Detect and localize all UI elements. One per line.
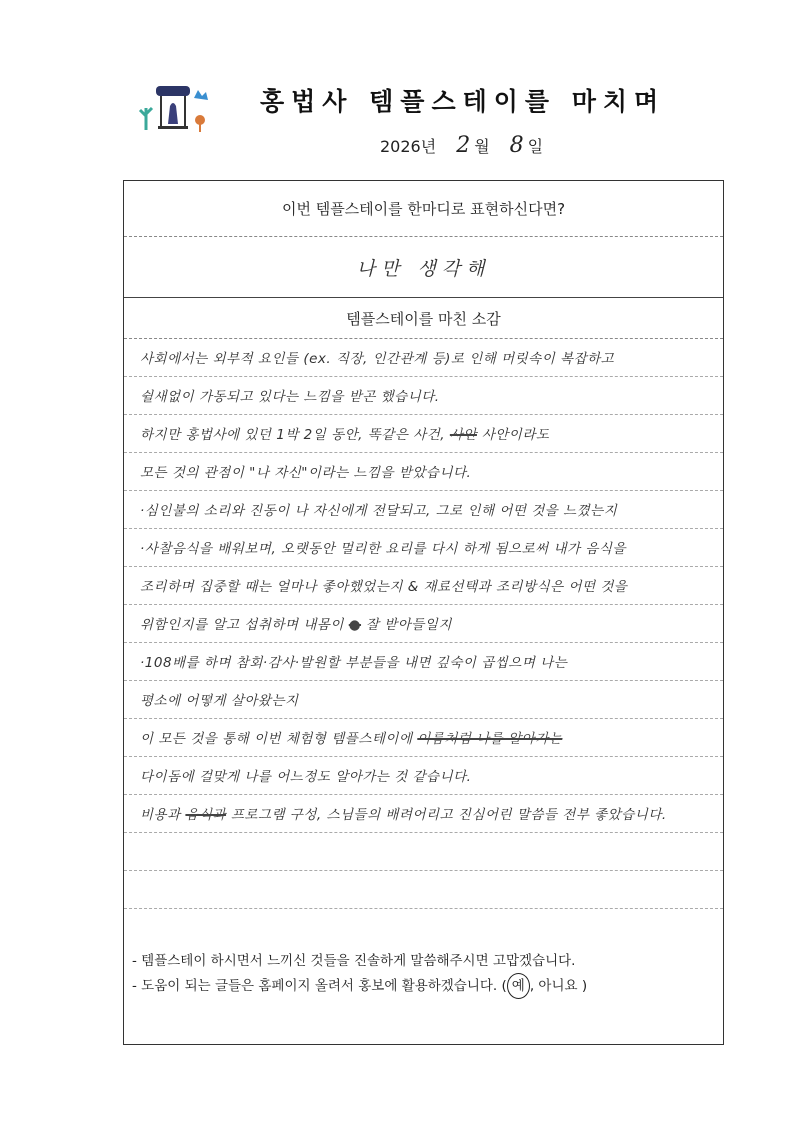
struck-text: ● [348,617,362,633]
handwritten-line [124,871,723,909]
struck-text: 이름처럼 나를 알아가는 [417,731,563,747]
line-text-continued: 잘 받아들일지 [361,617,452,633]
line-text: 하지만 홍법사에 있던 1박 2일 동안, 똑같은 사건, [140,427,446,443]
struck-text: 음식과 [185,807,227,823]
note-line: - 템플스테이 하시면서 느끼신 것들을 진솔하게 말씀해주시면 고맙겠습니다. [132,953,576,969]
consent-text: - 도움이 되는 글들은 홈페이지 올려서 홍보에 활용하겠습니다. ( [132,978,507,994]
line-text: 다이돔에 걸맞게 나를 어느정도 알아가는 것 같습니다. [140,769,472,785]
question-label: 이번 템플스테이를 한마디로 표현하신다면? [124,181,723,237]
line-text-continued: 사안이라도 [476,427,550,443]
line-text: 사회에서는 외부적 요인들 (ex. 직장, 인간관계 등)로 인해 머릿속이 복잡하고 [140,351,615,367]
temple-logo-icon [132,84,216,140]
handwritten-line [124,339,723,377]
day-unit: 일 [527,137,544,156]
handwritten-line [124,567,723,605]
handwritten-line [124,415,723,453]
form-notes [132,949,587,999]
line-text: 모든 것의 관점이 "나 자신"이라는 느낌을 받았습니다. [140,465,472,481]
line-text: 평소에 어떻게 살아왔는지 [140,693,299,709]
date-month: 2 [456,133,471,158]
handwritten-line [124,529,723,567]
handwritten-line [124,491,723,529]
line-text-continued: 프로그램 구성, 스님들의 배려어리고 진심어린 말씀들 전부 좋았습니다. [226,807,667,823]
answer-field[interactable]: 나만 생각해 [124,237,723,298]
handwritten-line [124,681,723,719]
page-title: 홍법사 템플스테이를 마치며 [260,87,666,116]
line-text: 이 모든 것을 통해 이번 체험형 템플스테이에 [140,731,413,747]
handwritten-line [124,795,723,833]
line-text: ·사찰음식을 배워보며, 오랫동안 멀리한 요리를 다시 하게 됨으로써 내가 음식을 [140,541,627,557]
impressions-field[interactable] [124,339,723,909]
section-title: 템플스테이를 마친 소감 [124,298,723,339]
line-text: 비용과 [140,807,181,823]
handwritten-line [124,377,723,415]
handwritten-line [124,605,723,643]
consent-yes-option[interactable]: 예 [507,973,530,999]
month-unit: 월 [474,137,490,156]
line-text: 위함인지를 알고 섭취하며 내몸이 [140,617,344,633]
line-text: ·심인불의 소리와 진동이 나 자신에게 전달되고, 그로 인해 어떤 것을 느꼈는지 [140,503,618,519]
handwritten-line [124,719,723,757]
handwritten-line [124,453,723,491]
line-text: 쉴새없이 가동되고 있다는 느낌을 받곤 했습니다. [140,389,440,405]
date-year: 2026년 [380,137,437,156]
handwritten-line [124,833,723,871]
line-text: 조리하며 집중할 때는 얼마나 좋아했었는지 & 재료선택과 조리방식은 어떤 것을 [140,579,628,595]
struck-text: 사안 [449,427,477,443]
line-text: ·108배를 하며 참회·감사·발원할 부분들을 내면 깊숙이 곱씹으며 나는 [140,655,568,671]
note-line-consent [132,973,587,999]
consent-no-option[interactable]: , 아니요 ) [529,978,588,994]
handwritten-line [124,643,723,681]
feedback-form [123,180,724,1045]
date [380,133,543,158]
handwritten-line [124,757,723,795]
date-day: 8 [509,133,524,158]
